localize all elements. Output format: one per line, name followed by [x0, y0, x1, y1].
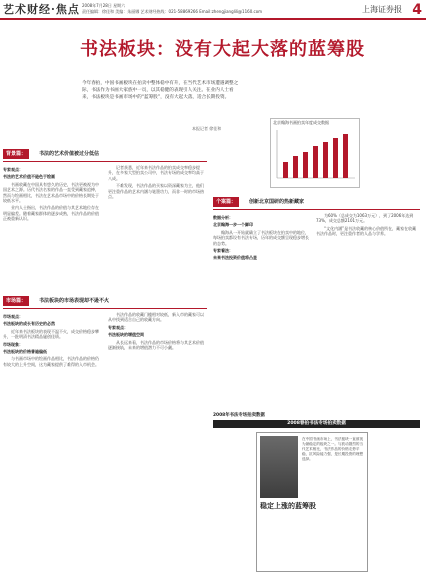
- column-text: 从长远来看，书法作品的市场价格将与其艺术价值逐渐接轨，未来的增值潜力不可小觑。: [108, 339, 204, 351]
- feature-title: 稳定上涨的蓝筹股: [260, 501, 316, 510]
- section-subtitle-market: 书法板块的市场表现却不逊不火: [39, 297, 110, 304]
- column-text: 与书画市场中的绘画作品相比，书法作品的价格仍有较大的上升空间，这为藏家提供了难得的入市机会。: [3, 356, 99, 367]
- column-text: 市场观点：: [3, 314, 23, 319]
- section-header-market: [3, 295, 109, 307]
- column-text: 书画收藏在中国具有悠久的历史，书法更被视为中国艺术之源。历代书法名家的作品一直受到藏家追捧，然而与绘画相比，书法在艺术品市场中的价格长期处于较低水平。: [3, 181, 99, 204]
- section-header-individual: [213, 196, 304, 208]
- author-byline: 本报记者 徐佳和: [192, 126, 222, 131]
- section-tag-individual: 个案篇：: [213, 197, 239, 207]
- section-name: 艺术财经·焦点: [3, 3, 80, 16]
- chart-bar: [293, 156, 298, 178]
- chart-bar: [283, 162, 288, 178]
- column-text: 书法的艺术价值不逊色于绘画: [3, 174, 55, 180]
- column-text: 专家观点：: [3, 167, 23, 172]
- header-meta: [82, 3, 262, 15]
- chart-title: 北京翰海书画拍卖年度成交数据: [273, 120, 329, 125]
- page-number: 4: [412, 2, 422, 18]
- column-5: [3, 312, 101, 574]
- feature-photo: [260, 436, 298, 498]
- column-text: 书法板块的增值空间: [108, 332, 144, 338]
- chart-bar: [323, 142, 328, 178]
- column-text: 为60%（总成交为1063万元），到了2006年达到73%，成交总额2101万元。: [316, 213, 414, 224]
- table-title: 2008年书法专场拍卖数据: [213, 413, 265, 418]
- column-text: 记者获悉，近年来书法作品的拍卖成交率稳步提升，在多家大型拍卖公司中，书法专场的成交率均高于八成。: [108, 165, 204, 181]
- section-rule: [3, 161, 207, 162]
- lead-paragraph: 今年春拍，中国书画板块在拍卖中整体稳中有升，在当代艺术市场遭遇调整之际，书法作为书画大家族中一员，以其稳健的表现引人关注。在业内人士看来，书法板块是书画市场中的“蓝筹股”，没有大起大落，适合长期投资。: [82, 81, 239, 100]
- column-6: [108, 312, 206, 574]
- column-text: 市场现象：: [3, 341, 23, 347]
- section-header-background: [3, 148, 99, 160]
- column-text: 书法板块的成长有历史的必然: [3, 321, 55, 327]
- chart-bar: [333, 138, 338, 178]
- column-text: 书法作品的收藏门槛相对较低，新入市的藏家可以从中找到适合自己的收藏方向。: [108, 312, 204, 323]
- column-text: 翰海从一开始就确立了书法板块在拍卖中的地位，每场拍卖都设有书法专场，历年的成交额呈现稳步增长的态势。: [213, 229, 309, 246]
- column-text: 不难发现，书法作品的买家以资深藏家为主，他们更注重作品的艺术内涵与笔墨功力，而非一时的市场热点。: [108, 183, 204, 200]
- section-tag-market: 市场篇：: [3, 296, 29, 306]
- section-subtitle-individual: 创新北京国研的热新藏家: [249, 198, 305, 205]
- date-line: 2008年7月28日 星期六: [82, 3, 126, 8]
- feature-box: [256, 432, 368, 572]
- column-text: 专家看法：: [213, 248, 233, 254]
- column-3: [213, 213, 311, 408]
- table-header: 2008春拍书法专场拍卖数据: [213, 420, 420, 428]
- page-header: [0, 0, 426, 20]
- section-subtitle-background: 书法的艺术价值被过分低估: [39, 150, 100, 157]
- column-text: 数据分析：: [213, 215, 233, 220]
- editor-line: 责任编辑：徐佳和 美编：朱丽娜 艺术财经热线：021-58869266 Email:zhengjianglili@1160.com: [82, 9, 263, 14]
- column-text: 业内人士指出，书法作品的价值与其艺术地位存在明显偏差。随着藏家群体的逐步成熟，书法作品的价值正被重新认识。: [3, 205, 99, 222]
- chart-box: [270, 118, 360, 188]
- column-text: 近年来书法板块的表现不温不火，成交价格稳步攀升，一批明清书法精品屡创佳绩。: [3, 328, 99, 340]
- chart-bar: [343, 134, 348, 178]
- chart-graphic: [271, 126, 359, 186]
- chart-bar: [313, 146, 318, 178]
- section-tag-background: 背景篇：: [3, 149, 29, 159]
- column-2: [108, 165, 206, 287]
- column-text: 专家观点：: [108, 324, 128, 330]
- column-text: “文化内涵”是书法收藏的核心价值所在，藏家在收藏书法作品时，更注重作者的人品与学养。: [316, 225, 417, 237]
- chart-bar: [303, 152, 308, 178]
- column-4: [316, 213, 420, 408]
- newspaper-brand: 上海证券报: [362, 5, 402, 14]
- column-1: [3, 165, 101, 287]
- column-text: 未来书法投资价值将凸显: [213, 255, 257, 261]
- section-rule: [213, 209, 420, 210]
- page-title: 书法板块：没有大起大落的蓝筹股: [80, 39, 365, 60]
- feature-text: 在中国书画市场上，书法板块一直被视为最稳定的板块之一。与波动剧烈的当代艺术相比，书法作品的价格走势平稳，抗风险能力强，是长期投资的理想选择。: [302, 437, 364, 461]
- column-text: 北京翰海一步一个脚印: [213, 222, 253, 228]
- section-rule: [3, 308, 207, 309]
- column-text: 书法板块的价格普遍偏低: [3, 349, 47, 355]
